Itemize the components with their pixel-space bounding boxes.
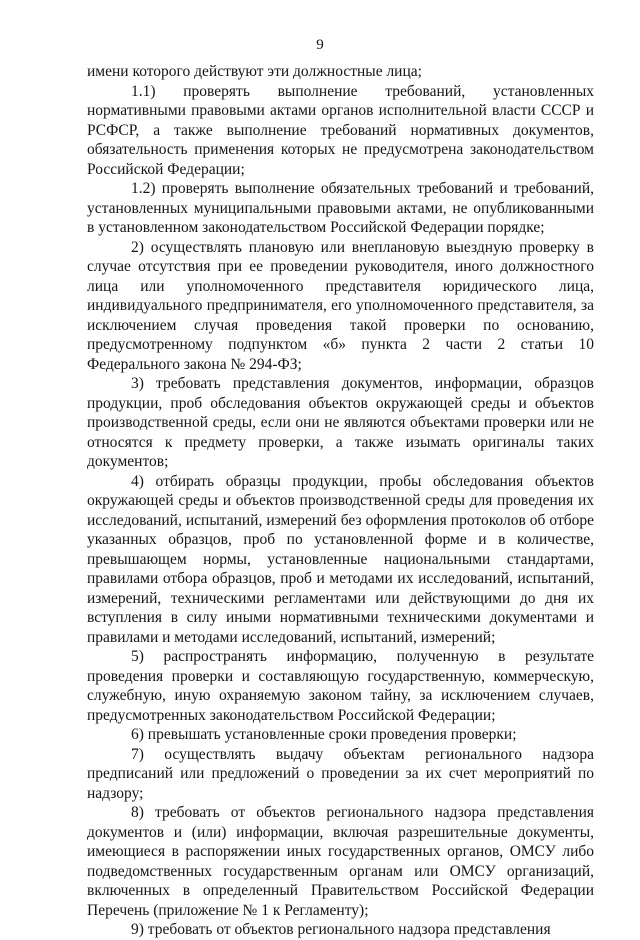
paragraph-item-3: 3) требовать представления документов, информации, образцов продукции, проб обследования объектов окружающей среды и объектов производственной среды, если они не являются объектами проверки или не относятся к предмету проверки, а также изымать оригиналы таких документов; <box>87 375 594 470</box>
paragraph-item-4: 4) отбирать образцы продукции, пробы обследования объектов окружающей среды и объектов производственной среды для проведения их исследований, испытаний, измерений без оформления протоколов об отборе указанных образцов, проб по установленной форме и в количестве, превышающем нормы, установленные национальными стандартами, правилами отбора образцов, проб и методами их исследований, испытаний, измерений, техническими регламентами или действующими до дня их вступления в силу иными нормативными техническими документами и правилами и методами исследований, испытаний, измерений; <box>87 472 594 646</box>
paragraph-item-6: 6) превышать установленные сроки проведения проверки; <box>131 726 517 743</box>
paragraph-item-8: 8) требовать от объектов регионального надзора представления документов и (или) информации, включая разрешительные документы, имеющиеся в распоряжении иных государственных органов, ОМСУ либо подведомственных государственным органам или ОМСУ организаций, включенных в определенный Правительством Российской Федерации Перечень (приложение № 1 к Регламенту); <box>87 804 594 919</box>
paragraph-continuation: имени которого действуют эти должностные лица; <box>87 63 422 80</box>
paragraph-item-2: 2) осуществлять плановую или внеплановую выездную проверку в случае отсутствия при ее проведении руководителя, иного должностного лица или уполномоченного представителя юридического лица, индивидуального предпринимателя, его уполномоченного представителя, за исключением случая проведения такой проверки по основанию, предусмотренному подпунктом «б» пункта 2 части 2 статьи 10 Федерального закона № 294-ФЗ; <box>87 238 594 373</box>
paragraph-item-9: 9) требовать от объектов регионального надзора представления <box>131 921 551 938</box>
paragraph-item-1-1: 1.1) проверять выполнение требований, установленных нормативными правовыми актами органов исполнительной власти СССР и РСФСР, а также выполнение требований нормативных документов, обязательность применения которых не предусмотрена законодательством Российской Федерации; <box>87 82 594 178</box>
paragraph-item-1-2: 1.2) проверять выполнение обязательных требований и требований, установленных муниципальными правовыми актами, не опубликованными в установленном законодательством Российской Федерации порядке; <box>87 180 594 236</box>
document-body <box>87 62 594 940</box>
page-number: 9 <box>316 37 324 53</box>
paragraph-item-5: 5) распространять информацию, полученную в результате проведения проверки и составляющую государственную, коммерческую, служебную, иную охраняемую законом тайну, за исключением случаев, предусмотренных законодательством Российской Федерации; <box>87 648 594 724</box>
paragraph-item-7: 7) осуществлять выдачу объектам регионального надзора предписаний или предложений о проведении за их счет мероприятий по надзору; <box>87 745 594 802</box>
